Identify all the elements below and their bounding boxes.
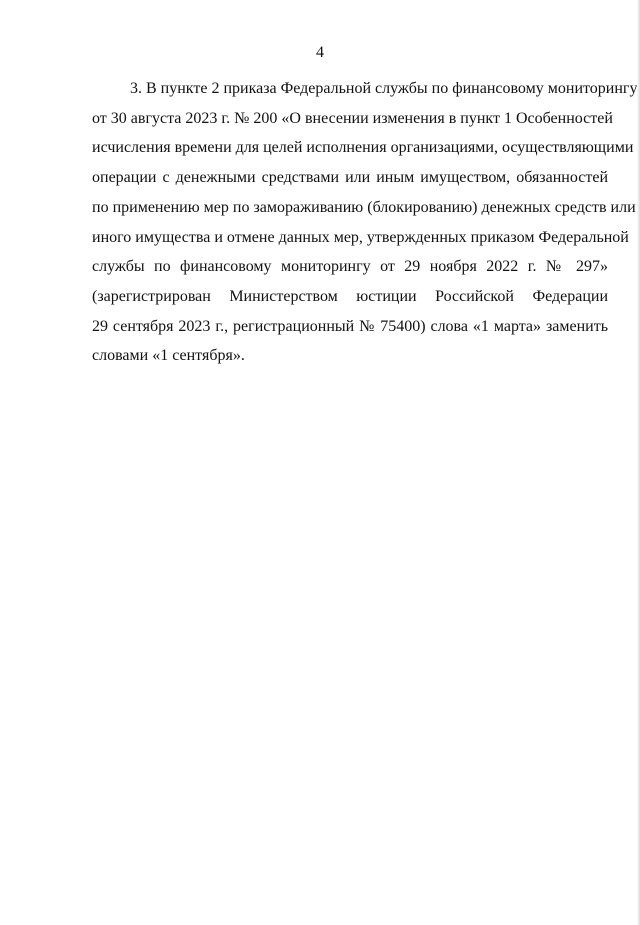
paragraph-line: 29 сентября 2023 г., регистрационный № 75400) слова «1 марта» заменить (92, 317, 608, 335)
paragraph-3 (92, 74, 638, 371)
page-number: 4 (316, 44, 324, 61)
paragraph-line: операции с денежными средствами или иным имуществом, обязанностей (92, 169, 608, 187)
paragraph-line: словами «1 сентября». (92, 347, 245, 365)
paragraph-line: исчисления времени для целей исполнения организациями, осуществляющими (92, 139, 634, 157)
paragraph-line: (зарегистрирован Министерством юстиции Российской Федерации (92, 287, 608, 305)
paragraph-line: службы по финансовому мониторингу от 29 ноября 2022 г. № 297» (92, 258, 608, 276)
paragraph-line: по применению мер по замораживанию (блокированию) денежных средств или (92, 198, 636, 216)
paragraph-line: иного имущества и отмене данных мер, утвержденных приказом Федеральной (92, 228, 629, 246)
paragraph-line: от 30 августа 2023 г. № 200 «О внесении изменения в пункт 1 Особенностей (92, 109, 613, 127)
paragraph-line: 3. В пункте 2 приказа Федеральной службы по финансовому мониторингу (130, 80, 638, 97)
